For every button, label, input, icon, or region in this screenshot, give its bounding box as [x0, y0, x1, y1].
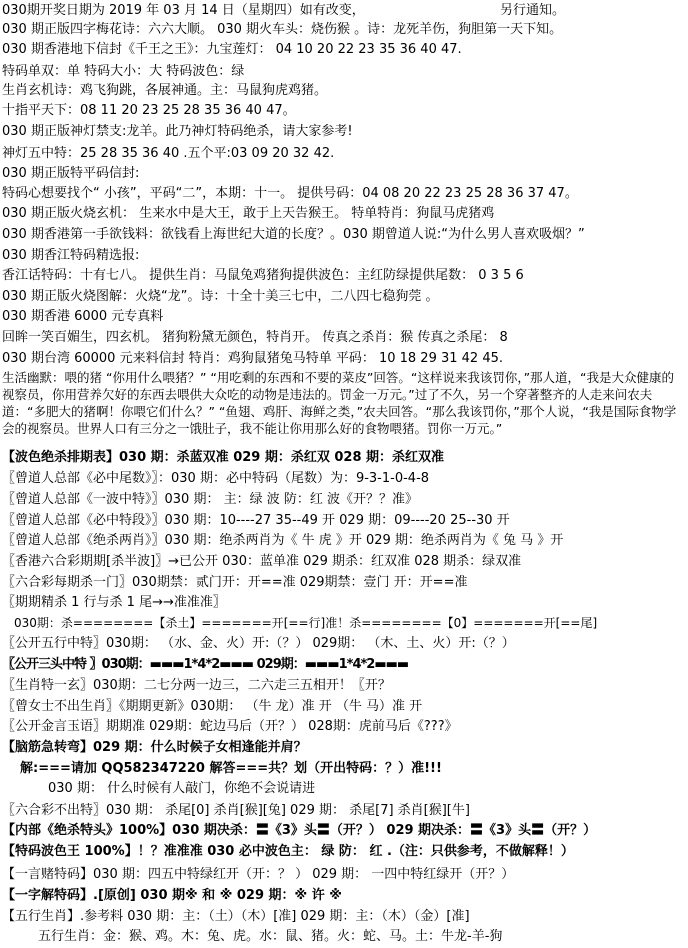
zodiac-poem-line: 生肖玄机诗：鸡飞狗跳，各展神通。主：马鼠狗虎鸡猪。 [2, 83, 328, 98]
xiangjiang-line: 香江话特码：十有七八。 提供生肖：马鼠兔鸡猪狗提供波色：主红防绿提供尾数： 0 3 5 6 [2, 268, 524, 283]
tail-number-line: 〖曾道人总部《必中尾数》〗：030 期：必中特码（尾数）为：9-3-1-0-4-8 [2, 471, 430, 486]
one-char-line: 【一字解特码】.[原创] 030 期※ 和 ※ 029 期：※ 许 ※ [2, 888, 342, 903]
taiwan-envelope-line: 030 期台湾 60000 元来料信封 特肖：鸡狗鼠猪兔马特单 平码： 10 18 29 31 42 45. [2, 351, 504, 366]
kill-row-tail-line: 030期：杀========【杀土】=======开[==行]准！杀========【0】=======开[==尾] [14, 616, 598, 630]
no-special-line: 〖六合彩不出特〗030 期： 杀尾[0] 杀肖[猴][兔] 029 期： 杀尾[7] 杀肖[猴][牛] [2, 803, 470, 818]
five-zodiac-line: 【五行生肖】.参考料 030 期：主：（土）（木）[准] 029 期：主：（木）（金）[准] [2, 909, 470, 924]
hk-first-hand-line: 030 期香港第一手欲钱料：欲钱看上海世纪大道的长度？。030 期曾道人说:“为什么男人喜欢吸烟？” [2, 227, 585, 242]
golden-words-line: 〖公开金言玉语〗期期准 029期：蛇边马后（开？） 028期：虎前马后《???》 [2, 719, 458, 734]
notice-text: 另行通知。 [500, 3, 566, 18]
next-riddle-line: 030 期： 什么时候有人敲门，你绝不会说请进 [48, 781, 316, 796]
five-elements-line: 〖公开五行中特〗030期： （水、金、火）开:（？） 029期： （木、土、火）开:（？） [2, 636, 515, 651]
five-zodiac-detail: 五行生肖：金：猴、鸡。木：兔、虎。水：鼠、猪。火：蛇、马。土：牛龙-羊-狗 [38, 929, 503, 944]
one-word-line: 【一言赌特码】030 期：四五中特绿红开（开：？ ） 029 期： 一四中特红绿开（开？） [2, 867, 515, 882]
special-attributes-line: 特码单双：单 特码大小：大 特码波色：绿 [2, 64, 245, 79]
half-wave-kill-line: 〖香港六合彩期期[杀半波]〗→已公开 030：蓝单准 029 期杀：红双准 028 期杀：绿双准 [2, 554, 522, 569]
lamp-five-line: 神灯五中特：25 28 35 36 40 .五个平:03 09 20 32 42. [2, 146, 335, 161]
kill-two-zodiac-line: 〖曾道人总部《绝杀两肖》〗030 期：绝杀两肖为《 牛 虎 》开 029 期：绝杀两肖为《 兔 马 》开 [2, 533, 564, 548]
miss-zeng-line: 〖曾女士不出生肖〗《期期更新》030期： （牛 龙）准 开 （牛 马）准 开 [2, 699, 423, 714]
glance-smile-line: 回眸一笑百媚生，四玄机。 猪狗粉黛无颜色，特肖开。 传真之杀肖：猴 传真之杀尾： 8 [2, 330, 508, 345]
fire-mystery-line: 030 期正版火烧玄机： 生来水中是大王，敢于上天告猴王。 特单特肖：狗鼠马虎猪鸡 [2, 206, 495, 221]
kill-one-door-line: 〖六合彩每期杀一门〗030期禁：贰门开：开==准 029期禁：壹门 开：开==准 [2, 575, 468, 590]
humor-story: 生活幽默：喂的猪 “你用什么喂猪？” “用吃剩的东西和不要的菜皮”回答。“这样说来我该罚你，”那人道，“我是大众健康的视察员，你用营养欠好的东西去喂供大众吃的动物是违法的。罚金一万元。”过了不久，另一个穿著整齐的人走来问农夫道：“多肥大的猪啊！你喂它们什么？” “鱼翅、鸡肝、海鲜之类，”农夫回答。“那么我该罚你，”那个人说，“我是国际食物学会的视察员。世界人口有三分之一饿肚子，我不能让你用那么好的食物喂猪。罚你一万元。” [2, 370, 677, 436]
plum-poem-line: 030 期正版四字梅花诗：六六大顺。 030 期火车头：烧伤猴 。诗：龙死羊伤，狗胆第一天下知。 [2, 22, 563, 37]
child-riddle-line: 特码心想要找个“ 小孩”，平码“二”，本期：十一。 提供号码：04 08 20 22 23 25 28 36 37 47。 [2, 186, 578, 201]
draw-date-text: 030期开奖日期为 2019 年 03 月 14 日（星期四）如有改变， [2, 3, 365, 18]
wave-king-line: 【特码波色王 100%】！？准准准 030 必中波色主： 绿 防： 红 .（注：只供参考，不做解释！） [2, 844, 574, 859]
hk-envelope-line: 030 期香港地下信封《千王之王》：九宝莲灯： 04 10 20 22 23 35 36 40 47. [2, 42, 462, 57]
fire-diagram-line: 030 期正版火烧图解：火烧“龙”。诗：十全十美三七中，二八四七稳狗莞 。 [2, 289, 439, 304]
answer-line: 解:===请加 QQ582347220 解答===共？划（开出特码：？）准!!! [20, 761, 442, 776]
brain-teaser-line: 【脑筋急转弯】029 期：什么时候子女相逢能并肩？ [2, 740, 307, 755]
flat-code-title: 030 期正版特平码信封: [2, 166, 140, 181]
kill-row-tail-title: 〖期期精杀 1 行与杀 1 尾→→准准准〗 [2, 595, 226, 610]
zodiac-mystery-line: 〖生肖特一玄〗030期：二七分两一边三，二六走三五相开！〖开？ [2, 678, 391, 693]
lamp-ban-line: 030 期正版神灯禁支:龙羊。此乃神灯特码绝杀，请大家参考! [2, 124, 353, 139]
special-segment-line: 〖曾道人总部《必中特段》〗030 期：10----27 35--49 开 029 期：09----20 25--30 开 [2, 513, 510, 528]
ten-fingers-line: 十指平天下：08 11 20 23 25 28 35 36 40 47。 [2, 103, 296, 118]
three-heads-line: 〖公开三头中特 〗030期：▬▬▬1*4*2▬▬▬ 029期：▬▬▬1*4*2▬▬▬ [2, 657, 409, 672]
xiangjiang-title: 030 期香江特码精选报: [2, 248, 140, 263]
hk-6000-title: 030 期香港 6000 元专真料 [2, 309, 164, 324]
kill-head-line: 【内部《绝杀特头》100%】030 期决杀：〓《3》头〓（开？） 029 期决杀：〓《3》头〓（开？） [2, 823, 597, 838]
wave-kill-schedule: 【波色绝杀排期表】030 期：杀蓝双准 029 期：杀红双 028 期：杀红双准 [2, 450, 445, 465]
one-wave-line: 〖曾道人总部《一波中特》〗030 期： 主：绿 波 防：红 波《开？？准》 [2, 492, 418, 507]
